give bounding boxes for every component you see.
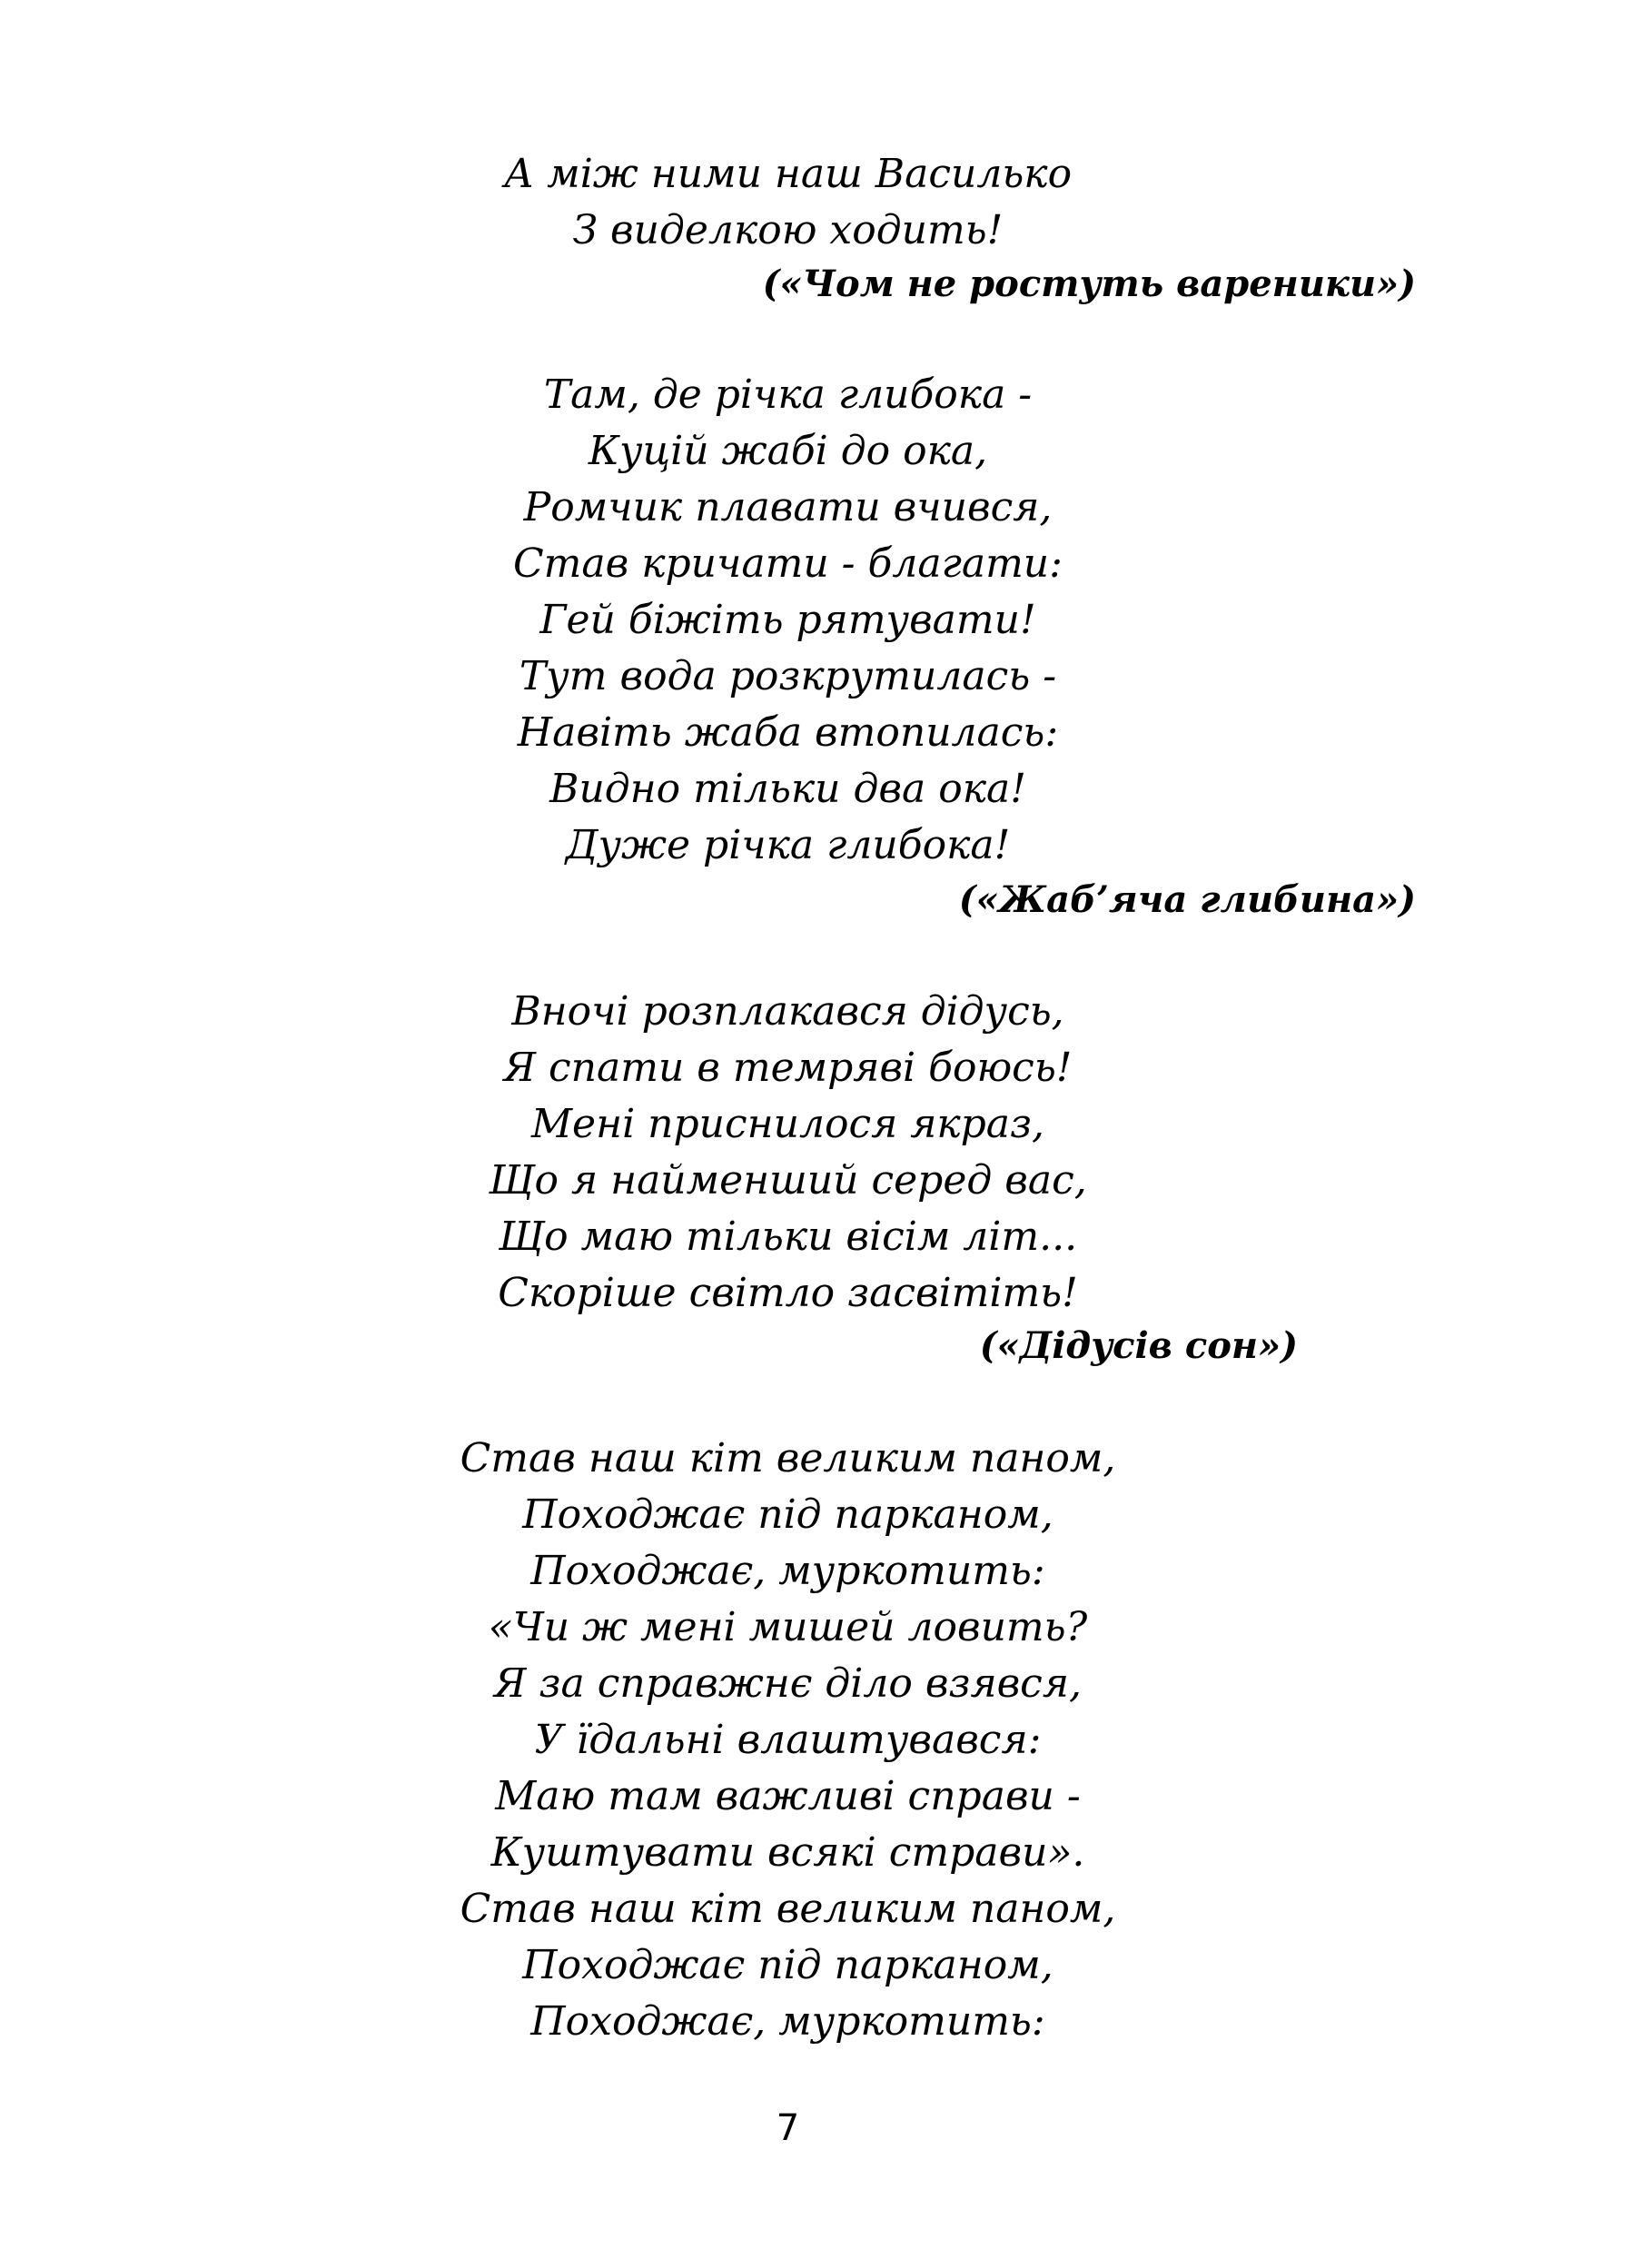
verse-line: Мені приснилося якраз, xyxy=(531,1101,1044,1147)
verse-line: А між ними наш Василько xyxy=(503,151,1073,197)
poem-title: («Жаб’яча глибина») xyxy=(958,878,1416,921)
verse-line: Навіть жаба втопилась: xyxy=(517,709,1059,756)
verse-line: Став кричати - благати: xyxy=(513,540,1063,587)
verse-line: Гей біжіть рятувати! xyxy=(539,597,1036,643)
verse-line: З виделкою ходить! xyxy=(572,207,1004,253)
verse-line: Став наш кіт великим паном, xyxy=(460,1886,1116,1932)
verse-line: Там, де річка глибока - xyxy=(543,372,1033,418)
verse-line: Що я найменший серед вас, xyxy=(489,1157,1087,1204)
verse-line: Став наш кіт великим паном, xyxy=(460,1435,1116,1481)
page-number: 7 xyxy=(776,2107,800,2149)
verse-line: Походжає, муркотить: xyxy=(530,1998,1045,2045)
poem-title: («Дідусів сон») xyxy=(979,1324,1298,1367)
verse-line: У їдальні влаштувався: xyxy=(534,1717,1042,1763)
verse-line: Ромчик плавати вчився, xyxy=(523,484,1053,530)
verse-line: Вночі розплакався дідусь, xyxy=(511,988,1064,1035)
verse-line: Що маю тільки вісім літ... xyxy=(498,1214,1078,1260)
poem-title: («Чом не ростуть вареники») xyxy=(762,263,1416,305)
verse-line: Я спати в темряві боюсь! xyxy=(503,1045,1073,1091)
verse-line: Походжає під парканом, xyxy=(522,1491,1054,1538)
verse-line: Походжає під парканом, xyxy=(522,1942,1054,1988)
verse-line: Видно тільки два ока! xyxy=(549,766,1026,812)
verse-line: Куцій жабі до ока, xyxy=(588,428,988,474)
verse-line: Походжає, муркотить: xyxy=(530,1548,1045,1594)
verse-line: Маю там важливі справи - xyxy=(495,1773,1081,1819)
verse-line: Дуже річка глибока! xyxy=(565,822,1011,868)
verse-line: Куштувати всякі страви». xyxy=(490,1829,1085,1876)
verse-line: Тут вода розкрутилась - xyxy=(519,653,1057,699)
verse-line: Скоріше світло засвітіть! xyxy=(498,1270,1078,1316)
verse-line: «Чи ж мені мишей ловить? xyxy=(488,1604,1088,1650)
verse-line: Я за справжнє діло взявся, xyxy=(494,1660,1082,1707)
